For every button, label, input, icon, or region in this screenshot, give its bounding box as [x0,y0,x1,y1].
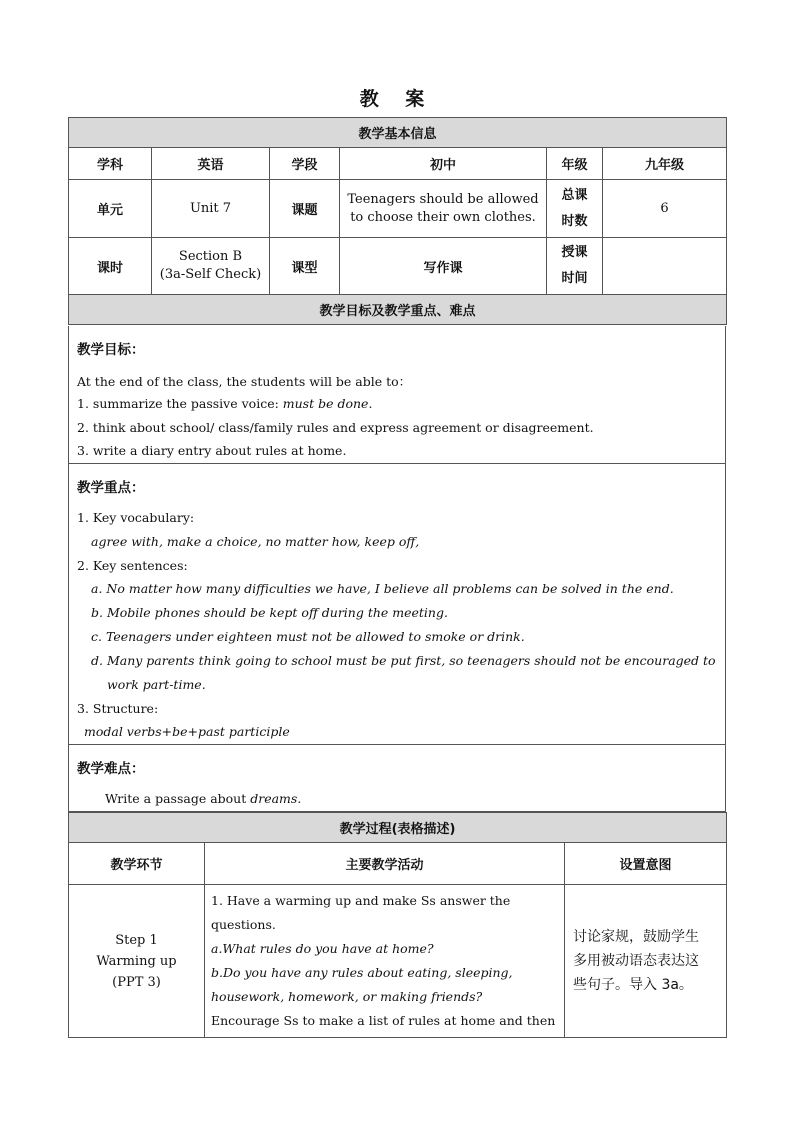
activity-line-2: questions. [211,917,276,932]
subject-label: 学科 [69,148,152,180]
activity-line-1: 1. Have a warming up and make Ss answer the [211,893,511,908]
period-value-line-2: (3a-Self Check) [159,267,262,282]
objectives-heading-band: 教学目标及教学重点、难点 [69,295,727,325]
objectives-heading: 教学目标： [77,342,145,358]
activity-line-6: Encourage Ss to make a list of rules at home and then [211,1013,556,1028]
key-sentences-label: 2. Key sentences: [77,558,188,573]
activity-question-b: b.Do you have any rules about eating, sleeping, [211,965,513,980]
subject-value: 英语 [152,148,270,180]
total-hours-label [547,180,603,238]
difficulties-text-plain: Write a passage about [105,791,251,806]
document-title: 教 案 [359,88,435,110]
key-sentence-c: c. Teenagers under eighteen must not be allowed to smoke or drink. [91,629,525,644]
step-1-cell [69,885,205,1038]
topic-label: 课题 [270,180,340,238]
activity-question-a: a.What rules do you have at home? [211,941,434,956]
teach-time-label [547,238,603,295]
stage-label: 学段 [270,148,340,180]
teach-time-label-line-1: 授课 [561,245,588,260]
objective-item-1 [77,396,372,411]
process-col-intent: 设置意图 [565,843,727,885]
topic-value-line-2: to choose their own clothes. [350,209,536,225]
step-1-ppt: (PPT 3) [112,974,161,990]
intent-line-3: 些句子。导入 3a。 [573,977,693,993]
period-value-line-1: Section B [178,249,243,264]
objectives-intro: At the end of the class, the students will be able to： [77,374,412,389]
process-table [68,812,727,1038]
unit-value: Unit 7 [152,180,270,238]
objective-item-1-text: 1. summarize the passive voice: [77,396,283,411]
key-points-section [68,464,726,745]
process-col-activities: 主要教学活动 [205,843,565,885]
step-1-activities [205,885,565,1038]
key-points-heading: 教学重点： [77,480,145,496]
teach-time-value [603,238,727,295]
objective-item-2: 2. think about school/ class/family rules and express agreement or disagreement. [77,420,594,435]
unit-label: 单元 [69,180,152,238]
difficulties-text [105,791,301,806]
step-1-intent [565,885,727,1038]
step-1-name: Warming up [96,953,177,969]
key-vocab-label: 1. Key vocabulary: [77,510,195,525]
activity-question-b-cont: housework, homework, or making friends? [211,989,483,1004]
intent-line-2: 多用被动语态表达这 [573,953,699,969]
period-value [152,238,270,295]
difficulties-text-italic: dreams [250,791,298,806]
teach-time-label-line-2: 时间 [561,271,588,286]
step-1-title: Step 1 [115,932,158,948]
intent-line-1: 讨论家规，鼓励学生 [573,929,699,945]
key-vocab-list: agree with, make a choice, no matter how, keep off, [91,534,420,549]
difficulties-section [68,745,726,812]
basic-info-heading: 教学基本信息 [69,118,727,148]
total-hours-label-line-1: 总课 [561,187,588,203]
topic-value [340,180,547,238]
basic-info-table [68,117,727,325]
process-heading-band: 教学过程(表格描述) [69,813,727,843]
stage-value: 初中 [340,148,547,180]
total-hours-value: 6 [603,180,727,238]
objectives-section [68,326,726,464]
difficulties-heading: 教学难点： [77,761,145,777]
key-sentence-b: b. Mobile phones should be kept off during the meeting. [91,605,448,620]
key-sentence-d-cont: work part-time. [107,677,206,692]
total-hours-label-line-2: 时数 [561,213,588,229]
type-value: 写作课 [340,238,547,295]
topic-value-line-1: Teenagers should be allowed [347,191,539,207]
key-sentence-d: d. Many parents think going to school must be put first, so teenagers should not be encouraged to [91,653,716,668]
structure-value: modal verbs+be+past participle [84,724,290,739]
objective-item-3: 3. write a diary entry about rules at home. [77,443,347,458]
type-label: 课型 [270,238,340,295]
grade-value: 九年级 [603,148,727,180]
process-col-stage: 教学环节 [69,843,205,885]
period-label: 课时 [69,238,152,295]
objective-item-1-end: . [368,396,373,411]
difficulties-text-end: . [297,791,302,806]
grade-label: 年级 [547,148,603,180]
objective-item-1-italic: must be done [282,396,369,411]
key-sentence-a: a. No matter how many difficulties we have, I believe all problems can be solved in the end. [91,581,674,596]
structure-label: 3. Structure: [77,701,159,716]
